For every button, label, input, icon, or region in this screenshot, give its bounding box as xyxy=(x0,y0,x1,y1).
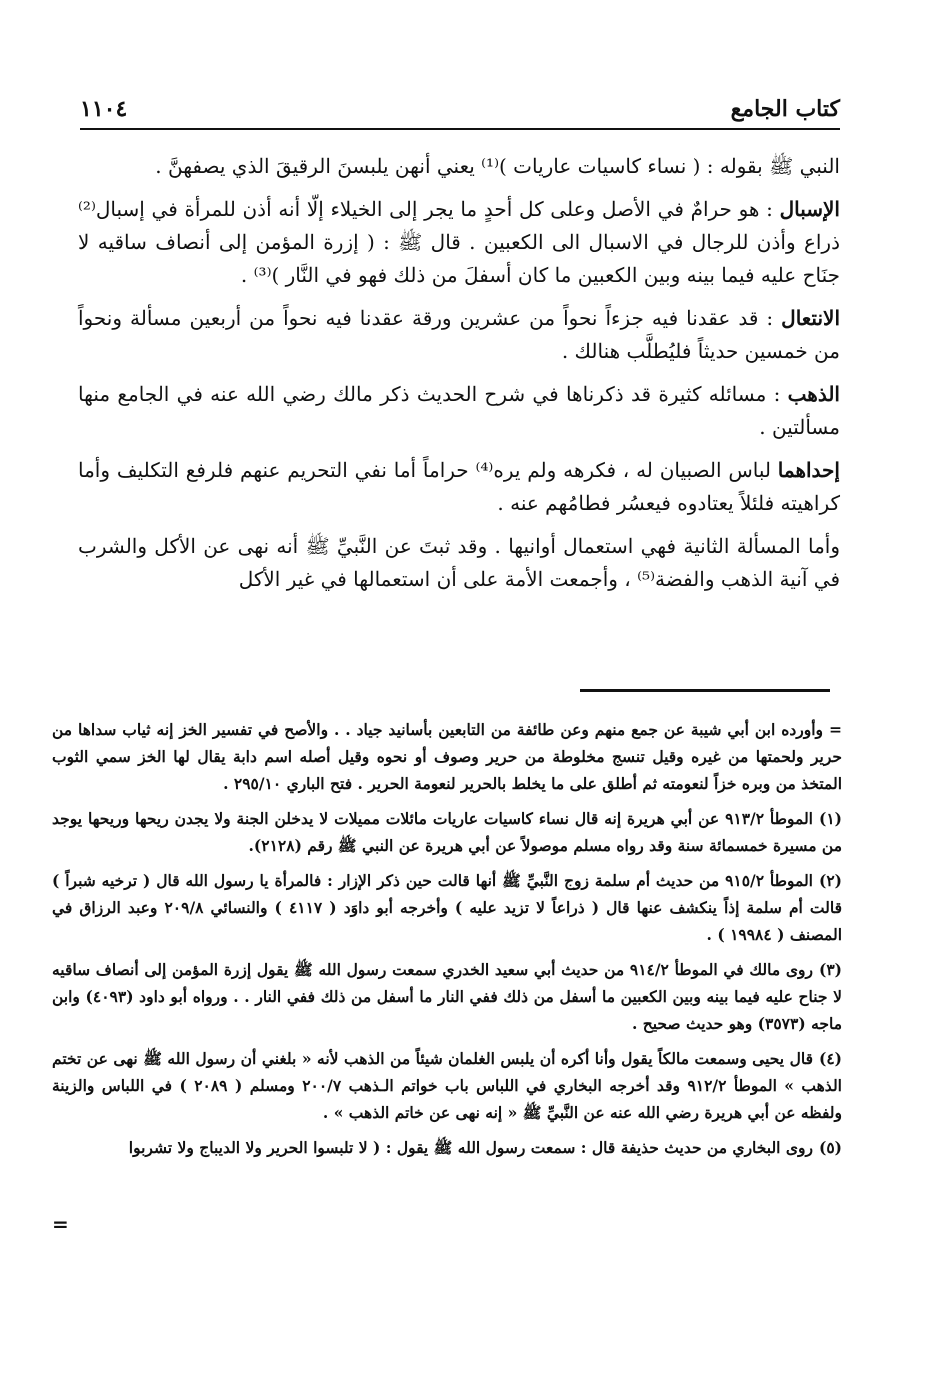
footnote-number: (٤) xyxy=(818,1049,842,1068)
footnote-number: (٣) xyxy=(818,960,842,979)
paragraph-term: الانتعال xyxy=(781,306,840,330)
paragraph xyxy=(78,150,840,183)
footnote xyxy=(52,1134,842,1161)
paragraph-text: النبي ﷺ بقوله : ( نساء كاسيات عاريات )⁽¹⁾ يعني أنهن يلبسنَ الرقيقَ الذي يصفهنَّ . xyxy=(155,154,840,178)
paragraph-text: لباس الصبيان له ، فكرهه ولم يره⁽⁴⁾ حراماً أما نفي التحريم عنهم فلرفع التكليف وأما كراهيته فلئلاً يعتادوه فيعسُر فطامُهم عنه . xyxy=(78,458,840,515)
paragraph-text: وأما المسألة الثانية فهي استعمال أوانيها . وقد ثبتَ عن النَّبيِّ ﷺ أنه نهى عن الأكل والشرب في آنية الذهب والفضة⁽⁵⁾ ، وأجمعت الأمة على أن استعمالها في غير الأكل xyxy=(78,534,840,591)
book-title: كتاب الجامع xyxy=(730,96,840,122)
continuation-mark: = xyxy=(52,1212,69,1236)
paragraph-text: : قد عقدنا فيه جزءاً نحواً من عشرين ورقة عقدنا فيه نحواً من أربعين مسألة ونحواً من خمسين حديثاً فليُطلَّب هنالك . xyxy=(78,306,840,363)
paragraph-text: : مسائله كثيرة قد ذكرناها في شرح الحديث ذكر مالك رضي الله عنه في الجامع منها مسألتين . xyxy=(78,382,840,439)
footnote-text: روى البخاري من حديث حذيفة قال : سمعت رسول الله ﷺ يقول : ( لا تلبسوا الحرير ولا الديباج ولا تشربوا xyxy=(128,1138,813,1157)
running-header xyxy=(80,92,840,132)
header-rule xyxy=(80,128,840,130)
paragraph-text: : هو حرامٌ في الأصل وعلى كل أحدٍ ما يجر إلى الخيلاء إلّا أنه أذن للمرأة في إسبال⁽²⁾ ذراع وأذن للرجال في الاسبال الى الكعبين . قال ﷺ : ( إزرة المؤمن إلى أنصاف ساقيه لا جنَاح عليه فيما بينه وبين الكعبين ما كان أسفلَ من ذلك فهو في النَّار )⁽³⁾ . xyxy=(78,197,840,287)
footnote xyxy=(52,716,842,797)
footnotes xyxy=(52,716,842,1169)
footnote-text: قال يحيى وسمعت مالكاً يقول وأنا أكره أن يلبس الغلمان شيئاً من الذهب لأنه « بلغني أن رسول الله ﷺ نهى عن تختم الذهب » الموطأ ٩١٢/٢ وقد أخرجه البخاري في اللباس باب خواتم الـذهب ٢٠٠/٧ ومسلم ( ٢٠٨٩ ) في اللباس والزينة ولفظه عن أبي هريرة رضي الله عنه عن النَّبيِّ ﷺ « إنه نهى عن خاتم الذهب » . xyxy=(52,1049,842,1122)
footnote xyxy=(52,956,842,1037)
paragraph xyxy=(78,378,840,444)
paragraph xyxy=(78,193,840,292)
footnote xyxy=(52,1045,842,1126)
footnote xyxy=(52,867,842,948)
footnote-number: = xyxy=(829,720,842,739)
paragraph-term: إحداهما xyxy=(777,458,840,482)
paragraph-term: الإسبال xyxy=(779,197,840,221)
footnote-text: الموطأ ٩١٥/٢ من حديث أم سلمة زوج النَّبيِّ ﷺ أنها قالت حين ذكر الإزار : فالمرأة يا رسول الله قال ( ترخيه شبراً ) قالت أم سلمة إذاً ينكشف عنها قال ( ذراعاً لا تزيد عليه ) وأخرجه أبو داوَد ( ٤١١٧ ) والنسائي ٢٠٩/٨ وعبد الرزاق في المصنف ( ١٩٩٨٤ ) . xyxy=(52,871,843,944)
footnote xyxy=(52,805,842,859)
footnote-number: (٥) xyxy=(818,1138,842,1157)
paragraph xyxy=(78,454,840,520)
footnote-text: الموطأ ٩١٣/٢ عن أبي هريرة إنه قال نساء كاسيات عاريات مائلات مميلات لا يدخلن الجنة ولا يجدن ريحها وريحها يوجد من مسيرة خمسمائة سنة وقد رواه مسلم موصولاً عن أبي هريرة عن النبي ﷺ رقم (٢١٢٨). xyxy=(52,809,842,855)
paragraph xyxy=(78,530,840,596)
footnote-number: (٢) xyxy=(819,871,843,890)
footnote-text: روى مالك في الموطأ ٩١٤/٢ من حديث أبي سعيد الخدري سمعت رسول الله ﷺ يقول إزرة المؤمن إلى أنصاف ساقيه لا جناح عليه فيما بينه وبين الكعبين ما أسفل من ذلك ففي النار ما أسفل من ذلك ففي النار . . ورواه أبو داود (٤٠٩٣) وابن ماجه (٣٥٧٣) وهو حديث صحيح . xyxy=(52,960,842,1033)
footnote-text: وأورده ابن أبي شيبة عن جمع منهم وعن طائفة من التابعين بأسانيد جياد . . والأصح في تفسير الخز إنه ثياب سداها من حرير ولحمتها من غيره وقيل تنسج مخلوطة من حرير وصوف أو نحوه وقيل أصله اسم دابة يقال لها الخز سمي الثوب المتخذ من وبره خزاً لنعومته ثم أطلق على ما يخلط بالحرير لنعومة الحرير . فتح الباري ٢٩٥/١٠ . xyxy=(52,720,842,793)
paragraph-term: الذهب xyxy=(787,382,840,406)
footnote-rule xyxy=(580,689,830,692)
main-text xyxy=(78,150,840,606)
page-number: ١١٠٤ xyxy=(80,96,128,122)
paragraph xyxy=(78,302,840,368)
footnote-number: (١) xyxy=(819,809,843,828)
